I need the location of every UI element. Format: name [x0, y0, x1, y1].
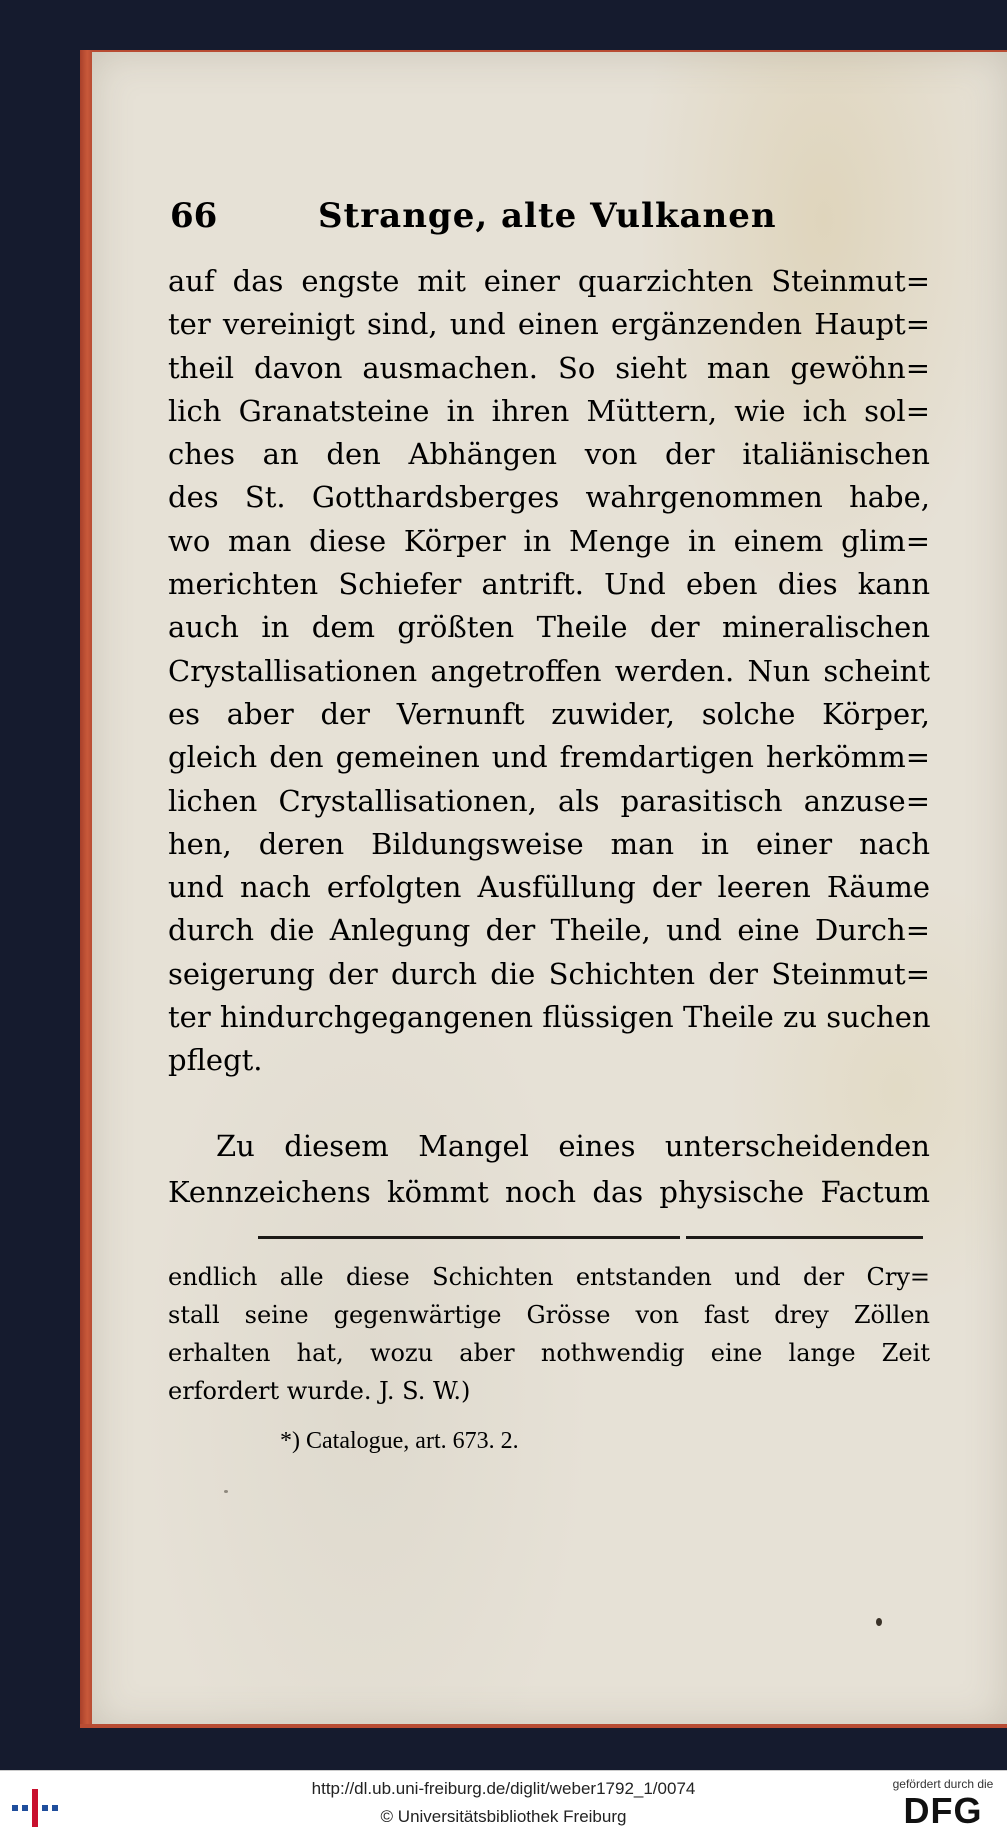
text-line: wo man diese Körper in Menge in einem glim= — [168, 523, 930, 558]
footnote-rule-gap — [680, 1233, 686, 1242]
copyright-notice: © Universitätsbibliothek Freiburg — [380, 1807, 627, 1826]
text-line: es aber der Vernunft zuwider, solche Körper, — [168, 696, 930, 731]
text-line: ches an den Abhängen von der italiänischen — [168, 437, 930, 472]
text-line: Kennzeichens kömmt noch das physische Factum — [168, 1175, 930, 1209]
text-line: merichten Schiefer antrift. Und eben dies kann — [168, 567, 930, 602]
text-line: theil davon ausmachen. So sieht man gewöhn= — [168, 350, 930, 385]
dfg-logo: DFG — [903, 1790, 983, 1831]
text-line: gleich den gemeinen und fremdartigen herkömm= — [168, 740, 930, 775]
viewer-footer — [0, 1770, 1007, 1843]
text-line: durch die Anlegung der Theile, und eine Durch= — [168, 913, 930, 948]
text-line: seigerung der durch die Schichten der Steinmut= — [168, 956, 930, 991]
footnote-line: endlich alle diese Schichten entstanden und der Cry= — [168, 1263, 930, 1291]
running-head — [170, 196, 820, 246]
text-line: auch in dem größten Theile der mineralischen — [168, 610, 930, 645]
text-line: Crystallisationen angetroffen werden. Nun scheint — [168, 653, 930, 688]
sponsor-caption: gefördert durch die — [892, 1777, 994, 1791]
footnote-reference: *) Catalogue, art. 673. 2. — [280, 1428, 519, 1454]
text-line: pflegt. — [168, 1043, 263, 1078]
text-line: auf das engste mit einer quarzichten Steinmut= — [168, 264, 930, 298]
text-line: und nach erfolgten Ausfüllung der leeren Räume — [168, 870, 930, 905]
paper-speck — [876, 1618, 882, 1626]
page-edge-left — [80, 50, 92, 1728]
footnote-line: stall seine gegenwärtige Grösse von fast drey Zöllen — [168, 1301, 930, 1329]
footnote-line: erfordert wurde. J. S. W.) — [168, 1377, 471, 1405]
text-line: ter hindurchgegangenen flüssigen Theile zu suchen — [168, 1000, 931, 1035]
text-line: lich Granatsteine in ihren Müttern, wie ich sol= — [168, 393, 930, 428]
permalink-url[interactable]: http://dl.ub.uni-freiburg.de/diglit/weber1792_1/0074 — [311, 1779, 696, 1798]
running-head-title: Strange, alte Vulkanen — [318, 196, 777, 236]
dfg-sponsor — [884, 1777, 1002, 1837]
paragraph-1 — [168, 260, 930, 1083]
text-line: lichen Crystallisationen, als parasitisch anzuse= — [168, 783, 930, 818]
paper-speck — [224, 1490, 228, 1493]
footnote-rule — [258, 1236, 923, 1239]
text-line: ter vereinigt sind, und einen ergänzenden Haupt= — [168, 307, 930, 342]
text-line: des St. Gotthardsberges wahrgenommen habe, — [168, 480, 930, 515]
footnote-line: erhalten hat, wozu aber nothwendig eine lange Zeit — [168, 1339, 930, 1367]
text-line: Zu diesem Mangel eines unterscheidenden — [216, 1129, 930, 1163]
text-line: hen, deren Bildungsweise man in einer nach — [168, 826, 930, 861]
paragraph-2 — [168, 1123, 930, 1215]
page-edge-bottom — [80, 1724, 1007, 1728]
page-number: 66 — [170, 196, 218, 236]
footnote — [168, 1258, 930, 1410]
